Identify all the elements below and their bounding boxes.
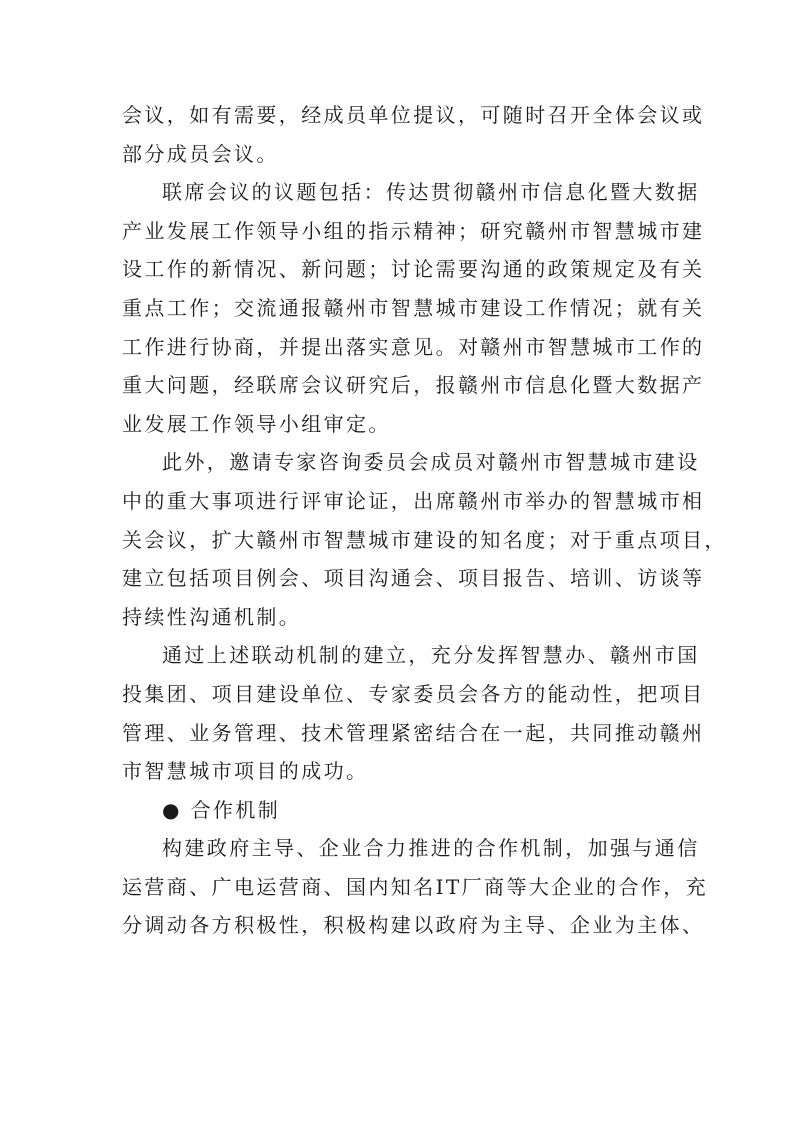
text-line: 业发展工作领导小组审定。 <box>122 411 391 436</box>
text-line: 设工作的新情况、新问题；讨论需要沟通的政策规定及有关 <box>122 257 705 282</box>
paragraph-first-line: 构建政府主导、企业合力推进的合作机制，加强与通信 <box>162 836 700 861</box>
text-line: 管理、业务管理、技术管理紧密结合在一起，共同推动赣州 <box>122 720 705 745</box>
text-line: 工作进行协商，并提出落实意见。对赣州市智慧城市工作的 <box>122 334 705 359</box>
text-line: 重大问题，经联席会议研究后，报赣州市信息化暨大数据产 <box>122 373 705 398</box>
text-line: 分调动各方积极性，积极构建以政府为主导、企业为主体、 <box>122 913 705 938</box>
text-line: 会议，如有需要，经成员单位提议，可随时召开全体会议或 <box>122 103 705 127</box>
body-text <box>122 96 727 945</box>
text-line: 重点工作；交流通报赣州市智慧城市建设工作情况；就有关 <box>122 295 705 320</box>
text-line: 中的重大事项进行评审论证，出席赣州市举办的智慧城市相 <box>122 488 705 513</box>
text-line: 运营商、广电运营商、国内知名IT厂商等大企业的合作，充 <box>122 874 709 899</box>
paragraph-first-line: 联席会议的议题包括：传达贯彻赣州市信息化暨大数据 <box>162 180 700 205</box>
paragraph-first-line: 此外，邀请专家咨询委员会成员对赣州市智慧城市建设 <box>162 450 700 475</box>
bullet-heading: ● 合作机制 <box>162 797 281 822</box>
text-line: 投集团、项目建设单位、专家委员会各方的能动性，把项目 <box>122 681 705 706</box>
text-line: 建立包括项目例会、项目沟通会、项目报告、培训、访谈等 <box>122 566 705 591</box>
paragraph-first-line: 通过上述联动机制的建立，充分发挥智慧办、赣州市国 <box>162 643 700 668</box>
text-line: 产业发展工作领导小组的指示精神；研究赣州市智慧城市建 <box>122 218 705 243</box>
text-line: 部分成员会议。 <box>122 141 279 166</box>
text-line: 关会议，扩大赣州市智慧城市建设的知名度；对于重点项目， <box>122 527 727 552</box>
text-line: 市智慧城市项目的成功。 <box>122 759 369 784</box>
text-line: 持续性沟通机制。 <box>122 604 302 629</box>
